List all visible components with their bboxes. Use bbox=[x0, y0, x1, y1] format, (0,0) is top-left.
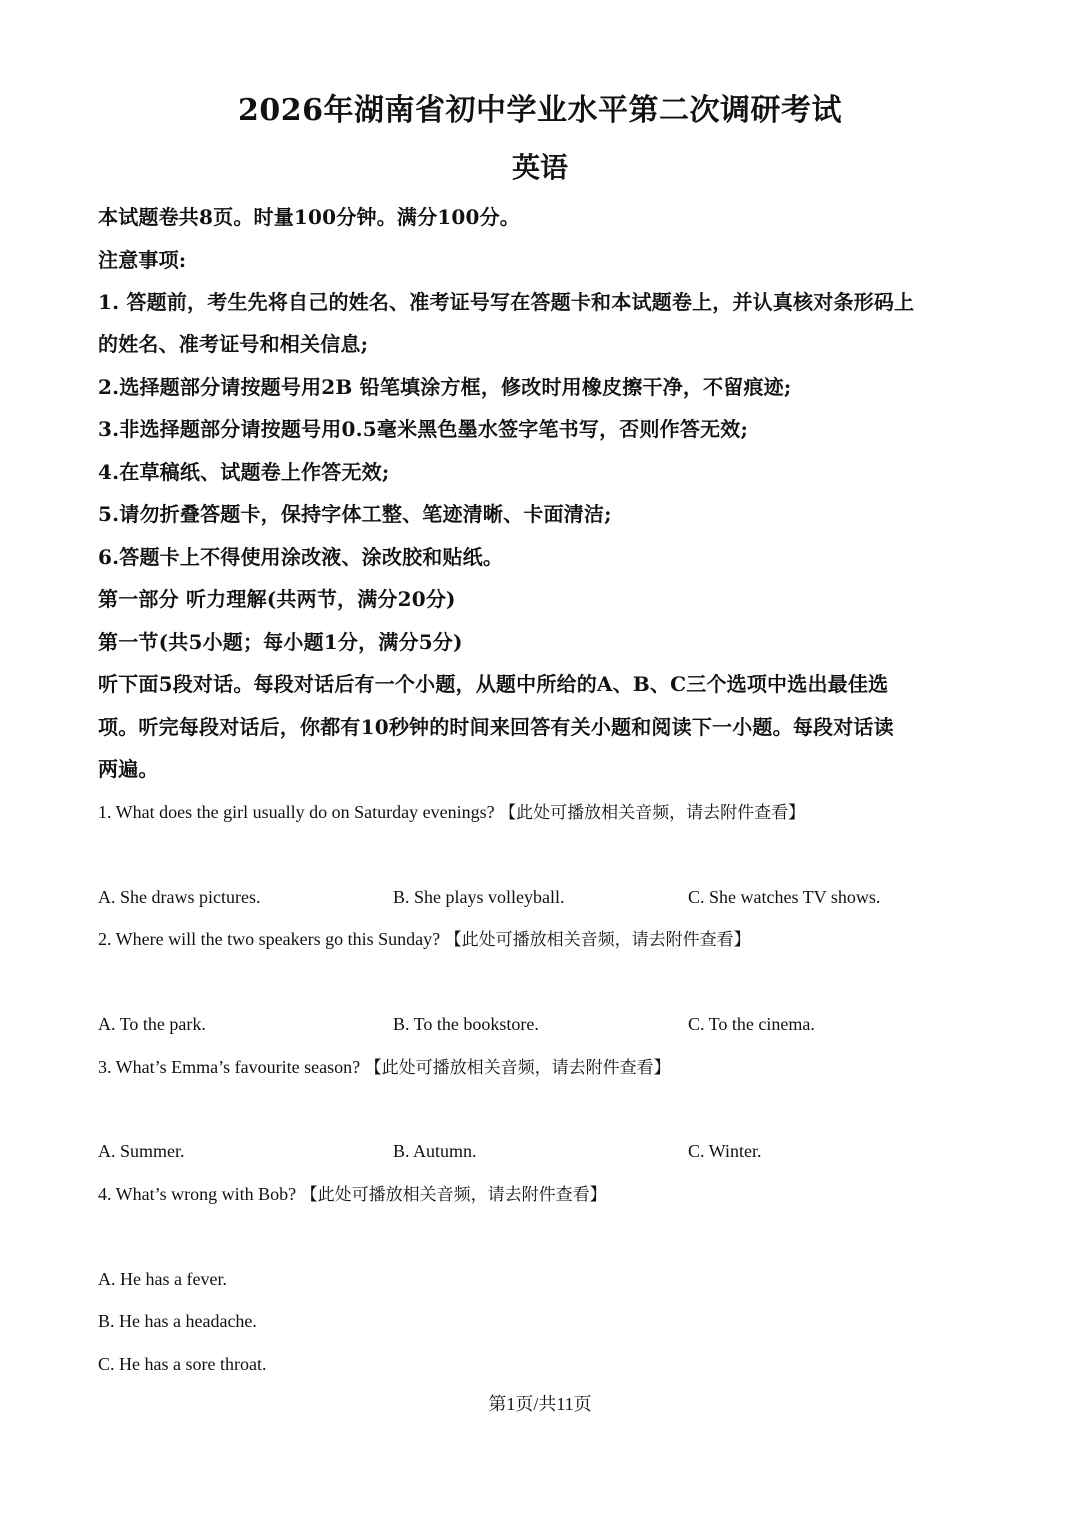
option-c: C. To the cinema. bbox=[688, 1014, 815, 1034]
option-a: A. Summer. bbox=[98, 1141, 185, 1161]
question-text: 4. What’s wrong with Bob? bbox=[98, 1184, 297, 1204]
section-heading: 第一节(共5小题；每小题1分，满分5分) bbox=[98, 630, 463, 654]
option-b: B. She plays volleyball. bbox=[393, 887, 565, 907]
audio-note[interactable]: 【此处可播放相关音频，请去附件查看】 bbox=[364, 1058, 671, 1078]
exam-title: 2026年湖南省初中学业水平第二次调研考试 bbox=[238, 93, 842, 128]
question-text: 3. What’s Emma’s favourite season? bbox=[98, 1057, 361, 1077]
option-a: A. To the park. bbox=[98, 1014, 206, 1034]
notice-line: 2.选择题部分请按题号用2B 铅笔填涂方框，修改时用橡皮擦干净，不留痕迹; bbox=[98, 375, 792, 399]
notice-line: 4.在草稿纸、试题卷上作答无效; bbox=[98, 460, 390, 484]
page-footer: 第1页/共11页 bbox=[488, 1394, 592, 1414]
option-a: A. He has a fever. bbox=[98, 1269, 227, 1289]
option-b: B. Autumn. bbox=[393, 1141, 477, 1161]
question-1 bbox=[98, 798, 998, 827]
notice-heading: 注意事项: bbox=[98, 248, 187, 272]
notice-line: 6.答题卡上不得使用涂改液、涂改胶和贴纸。 bbox=[98, 545, 504, 569]
question-text: 2. Where will the two speakers go this Sunday? bbox=[98, 929, 441, 949]
option-c: C. She watches TV shows. bbox=[688, 887, 881, 907]
option-b: B. He has a headache. bbox=[98, 1311, 257, 1331]
question-3 bbox=[98, 1053, 998, 1082]
question-4 bbox=[98, 1180, 998, 1209]
option-b: B. To the bookstore. bbox=[393, 1014, 539, 1034]
audio-note[interactable]: 【此处可播放相关音频，请去附件查看】 bbox=[300, 1185, 607, 1205]
subject-title: 英语 bbox=[511, 151, 568, 184]
audio-note[interactable]: 【此处可播放相关音频，请去附件查看】 bbox=[499, 803, 806, 823]
instruction-line: 两遍。 bbox=[98, 757, 159, 781]
exam-intro: 本试题卷共8页。时量100分钟。满分100分。 bbox=[98, 205, 521, 229]
instruction-line: 项。听完每段对话后，你都有10秒钟的时间来回答有关小题和阅读下一小题。每段对话读 bbox=[98, 715, 894, 739]
audio-note[interactable]: 【此处可播放相关音频，请去附件查看】 bbox=[444, 930, 751, 950]
notice-line: 1. 答题前，考生先将自己的姓名、准考证号写在答题卡和本试题卷上，并认真核对条形码上 bbox=[98, 290, 915, 314]
question-text: 1. What does the girl usually do on Saturday evenings? bbox=[98, 802, 495, 822]
notice-line: 3.非选择题部分请按题号用0.5毫米黑色墨水签字笔书写，否则作答无效; bbox=[98, 417, 749, 441]
question-2 bbox=[98, 925, 998, 954]
option-c: C. He has a sore throat. bbox=[98, 1354, 267, 1374]
instruction-line: 听下面5段对话。每段对话后有一个小题，从题中所给的A、B、C三个选项中选出最佳选 bbox=[98, 672, 889, 696]
option-c: C. Winter. bbox=[688, 1141, 762, 1161]
option-a: A. She draws pictures. bbox=[98, 887, 261, 907]
part-heading: 第一部分 听力理解(共两节，满分20分) bbox=[98, 587, 456, 611]
notice-line: 的姓名、准考证号和相关信息; bbox=[98, 332, 369, 356]
notice-line: 5.请勿折叠答题卡，保持字体工整、笔迹清晰、卡面清洁; bbox=[98, 502, 612, 526]
